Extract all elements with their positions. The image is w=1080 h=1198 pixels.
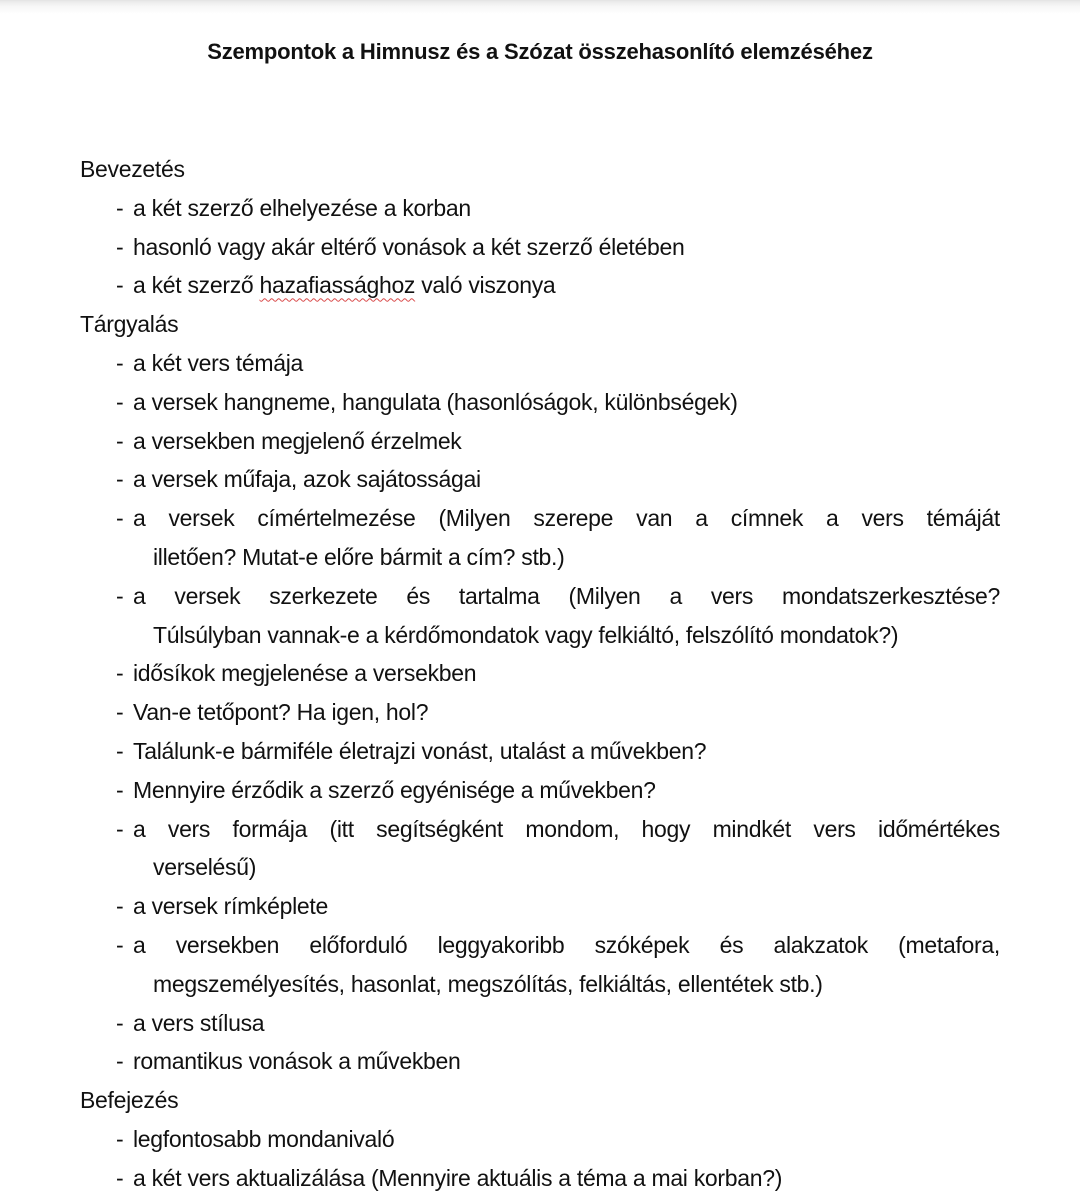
- bullet-dash: -: [116, 505, 124, 532]
- bullet-dash: -: [116, 349, 124, 376]
- list-item: - Mennyire érződik a szerző egyénisége a művekben?: [80, 771, 1000, 810]
- document-title: Szempontok a Himnusz és a Szózat összehasonlító elemzéséhez: [207, 39, 873, 64]
- bullet-dash: -: [116, 1125, 124, 1152]
- list-item: - legfontosabb mondanivaló: [80, 1120, 1000, 1159]
- bullet-dash: -: [116, 466, 124, 493]
- list-item: - a vers formája (itt segítségként mondom, hogy mindkét vers időmértékes: [80, 810, 1000, 849]
- list-item: - a két vers aktualizálása (Mennyire aktuális a téma a mai korban?): [80, 1159, 1000, 1198]
- bullet-dash: -: [116, 233, 124, 260]
- list-item-continuation: Túlsúlyban vannak-e a kérdőmondatok vagy felkiáltó, felszólító mondatok?): [153, 621, 899, 648]
- bullet-dash: -: [116, 388, 124, 415]
- list-item: - a versek műfaja, azok sajátosságai: [80, 460, 1000, 499]
- list-item: - idősíkok megjelenése a versekben: [80, 654, 1000, 693]
- top-edge-shadow: [0, 0, 1080, 14]
- bullet-dash: -: [116, 815, 124, 842]
- list-item: - Találunk-e bármiféle életrajzi vonást, utalást a művekben?: [80, 732, 1000, 771]
- bullet-dash: -: [116, 737, 124, 764]
- list-item: - hasonló vagy akár eltérő vonások a két szerző életében: [80, 228, 1000, 267]
- bullet-dash: -: [116, 776, 124, 803]
- bullet-dash: -: [116, 582, 124, 609]
- document-body: [80, 150, 1000, 1198]
- list-item: - a versekben előforduló leggyakoribb szóképek és alakzatok (metafora,: [80, 926, 1000, 965]
- bullet-dash: -: [116, 194, 124, 221]
- list-item: - a versek hangneme, hangulata (hasonlóságok, különbségek): [80, 383, 1000, 422]
- bullet-dash: -: [116, 893, 124, 920]
- list-item-continuation: verselésű): [153, 854, 257, 881]
- list-item: - a versek rímképlete: [80, 887, 1000, 926]
- list-item-continuation: megszemélyesítés, hasonlat, megszólítás, felkiáltás, ellentétek stb.): [153, 970, 823, 997]
- list-item-continuation: illetően? Mutat-e előre bármit a cím? stb.): [153, 543, 565, 570]
- bullet-dash: -: [116, 699, 124, 726]
- bullet-dash: -: [116, 931, 124, 958]
- list-item: - a két szerző elhelyezése a korban: [80, 189, 1000, 228]
- list-item: - romantikus vonások a művekben: [80, 1042, 1000, 1081]
- section-heading-befejezes: Befejezés: [80, 1087, 179, 1114]
- list-item: - a versek címértelmezése (Milyen szerepe van a címnek a vers témáját: [80, 499, 1000, 538]
- list-item: - a vers stílusa: [80, 1004, 1000, 1043]
- bullet-dash: -: [116, 1164, 124, 1191]
- spellcheck-flagged-word[interactable]: hazafiassághoz: [259, 272, 416, 299]
- bullet-dash: -: [116, 1009, 124, 1036]
- list-item: - a versek szerkezete és tartalma (Milyen a vers mondatszerkesztése?: [80, 577, 1000, 616]
- section-heading-targyalas: Tárgyalás: [80, 311, 179, 338]
- list-item: - a két vers témája: [80, 344, 1000, 383]
- list-item: - Van-e tetőpont? Ha igen, hol?: [80, 693, 1000, 732]
- bullet-dash: -: [116, 660, 124, 687]
- list-item: - a két szerző hazafiassághoz való viszonya: [80, 266, 1000, 305]
- bullet-dash: -: [116, 427, 124, 454]
- bullet-dash: -: [116, 1048, 124, 1075]
- list-item: - a versekben megjelenő érzelmek: [80, 422, 1000, 461]
- bullet-dash: -: [116, 272, 124, 299]
- section-heading-bevezetes: Bevezetés: [80, 156, 185, 182]
